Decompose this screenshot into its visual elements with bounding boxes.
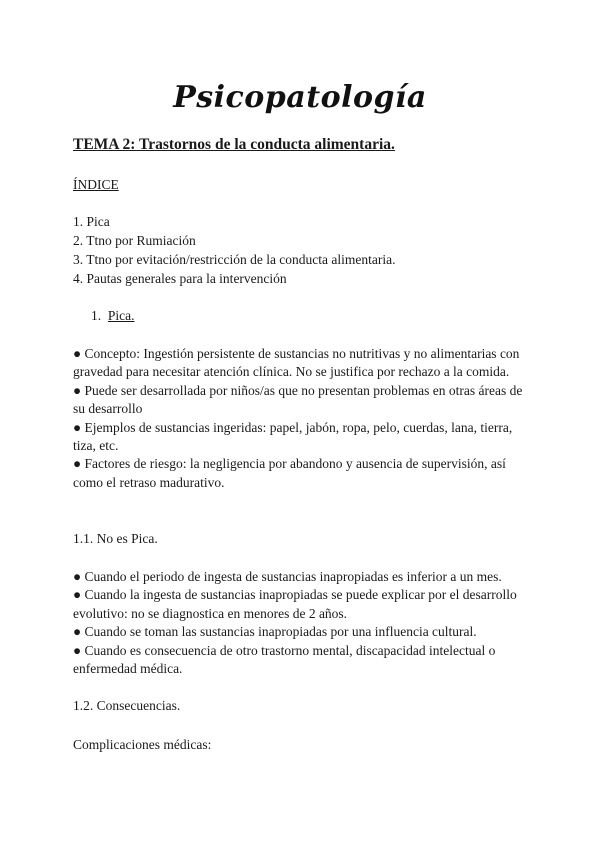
list-item: ● Ejemplos de sustancias ingeridas: papel, jabón, ropa, pelo, cuerdas, lana, tierra, tiza, etc. [73, 419, 513, 454]
list-item: ● Cuando es consecuencia de otro trastorno mental, discapacidad intelectual o enfermedad médica. [73, 642, 496, 677]
index-item: 2. Ttno por Rumiación [73, 233, 196, 248]
pica-bullet-list [73, 345, 533, 492]
index-item: 3. Ttno por evitación/restricción de la conducta alimentaria. [73, 252, 396, 267]
index-item: 4. Pautas generales para la intervención [73, 271, 287, 286]
list-item: ● Cuando la ingesta de sustancias inapropiadas se puede explicar por el desarrollo evolutivo: no se diagnostica en menores de 2 años. [73, 587, 517, 621]
section-heading-pica [91, 307, 135, 326]
list-item: ● Factores de riesgo: la negligencia por abandono y ausencia de supervisión, así como el retraso madurativo. [73, 456, 506, 490]
paragraph-label: Complicaciones médicas: [73, 737, 212, 752]
document-title: Psicopatología [173, 80, 427, 115]
list-item: ● Puede ser desarrollada por niños/as que no presentan problemas en otras áreas de su desarrollo [73, 382, 523, 417]
subsection-heading: 1.2. Consecuencias. [73, 698, 181, 713]
index-item: 1. Pica [73, 214, 110, 229]
subsection-heading: 1.1. No es Pica. [73, 531, 158, 546]
section-label: Pica. [107, 308, 135, 323]
topic-heading: TEMA 2: Trastornos de la conducta alimentaria. [73, 136, 395, 153]
no-pica-bullet-list [73, 568, 533, 678]
list-item: ● Cuando el periodo de ingesta de sustancias inapropiadas es inferior a un mes. [73, 569, 502, 584]
index-heading: ÍNDICE [73, 177, 119, 192]
list-item: ● Cuando se toman las sustancias inapropiadas por una influencia cultural. [73, 624, 477, 640]
section-number: 1. [91, 308, 102, 323]
list-item: ● Concepto: Ingestión persistente de sustancias no nutritivas y no alimentarias con gravedad para necesitar atención clínica. No se justifica por rechazo a la comida. [73, 346, 520, 380]
